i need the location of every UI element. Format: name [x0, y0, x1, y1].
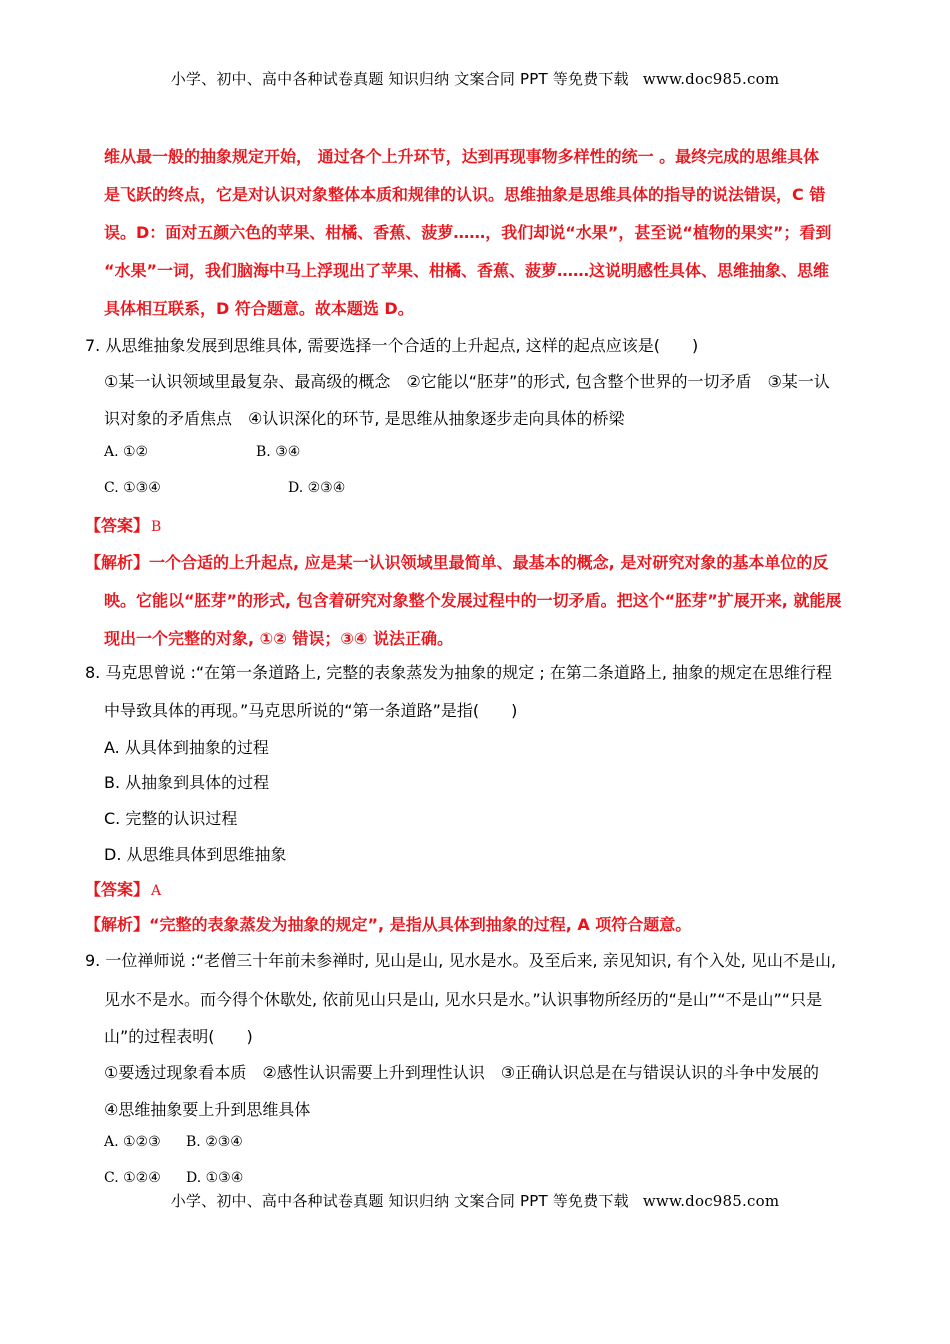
- q9-option-a: A. ①②③: [104, 1134, 161, 1150]
- analysis-line: 误。D：面对五颜六色的苹果、柑橘、香蕉、菠萝……，我们却说“水果”，甚至说“植物的果实”；看到: [104, 223, 832, 242]
- q8-answer: [85, 877, 161, 900]
- q8-stem: 8. 马克思曾说 :“在第一条道路上, 完整的表象蒸发为抽象的规定 ; 在第二条道路上, 抽象的规定在思维行程: [85, 663, 833, 682]
- q7-items: ①某一认识领域里最复杂、最高级的概念 ②它能以“胚芽”的形式, 包含整个世界的一切矛盾 ③某一认: [104, 372, 830, 391]
- q9-option-c: C. ①②④: [104, 1170, 161, 1186]
- analysis-tag: 【解析】: [85, 915, 150, 934]
- analysis-line: 是飞跃的终点，它是对认识对象整体本质和规律的认识。思维抽象是思维具体的指导的说法错误，C 错: [104, 185, 826, 204]
- answer-value: B: [151, 519, 162, 535]
- header-url[interactable]: www.doc985.com: [642, 70, 780, 88]
- q7-option-c: C. ①③④: [104, 480, 161, 496]
- q8-option-d: D. 从思维具体到思维抽象: [104, 845, 287, 864]
- q9-items: ①要透过现象看本质 ②感性认识需要上升到理性认识 ③正确认识总是在与错误认识的斗争中发展的: [104, 1063, 820, 1082]
- page-footer: [0, 1190, 950, 1211]
- footer-url[interactable]: www.doc985.com: [642, 1192, 780, 1210]
- analysis-line: 现出一个完整的对象, ①② 错误；③④ 说法正确。: [104, 629, 453, 648]
- q9-stem: 山”的过程表明( ): [104, 1027, 253, 1046]
- q8-option-a: A. 从具体到抽象的过程: [104, 738, 269, 757]
- analysis-tag: 【解析】: [85, 553, 150, 572]
- q9-stem: 见水不是水。而今得个休歇处, 依前见山只是山, 见水只是水。”认识事物所经历的“是山”“不是山”“只是: [104, 990, 823, 1009]
- q9-items: ④思维抽象要上升到思维具体: [104, 1100, 311, 1119]
- q8-analysis: [85, 912, 691, 935]
- q7-option-d: D. ②③④: [288, 480, 346, 496]
- q9-stem: 9. 一位禅师说 :“老僧三十年前未参禅时, 见山是山, 见水是水。及至后来, 亲见知识, 有个入处, 见山不是山,: [85, 951, 837, 970]
- analysis-line: 具体相互联系，D 符合题意。故本题选 D。: [104, 299, 414, 318]
- q7-option-a: A. ①②: [104, 444, 149, 460]
- analysis-text: “完整的表象蒸发为抽象的规定”, 是指从具体到抽象的过程, A 项符合题意。: [149, 915, 692, 934]
- analysis-text: 一个合适的上升起点, 应是某一认识领域里最简单、最基本的概念, 是对研究对象的基本单位的反: [149, 553, 829, 572]
- q9-option-b: B. ②③④: [186, 1134, 243, 1150]
- q7-answer: [85, 513, 161, 536]
- footer-text: 小学、初中、高中各种试卷真题 知识归纳 文案合同 PPT 等免费下载: [170, 1192, 629, 1210]
- q8-option-b: B. 从抽象到具体的过程: [104, 773, 270, 792]
- header-text: 小学、初中、高中各种试卷真题 知识归纳 文案合同 PPT 等免费下载: [170, 70, 629, 88]
- page-header: [0, 68, 950, 89]
- q7-analysis: [85, 550, 828, 573]
- q9-option-d: D. ①③④: [186, 1170, 244, 1186]
- analysis-line: 映。它能以“胚芽”的形式, 包含着研究对象整个发展过程中的一切矛盾。把这个“胚芽”扩展开来, 就能展: [104, 591, 842, 610]
- q7-items: 识对象的矛盾焦点 ④认识深化的环节, 是思维从抽象逐步走向具体的桥梁: [104, 409, 625, 428]
- q7-option-b: B. ③④: [256, 444, 301, 460]
- q7-stem: 7. 从思维抽象发展到思维具体, 需要选择一个合适的上升起点, 这样的起点应该是( ): [85, 336, 699, 355]
- q8-option-c: C. 完整的认识过程: [104, 809, 238, 828]
- answer-tag: 【答案】: [85, 880, 150, 899]
- analysis-line: “水果”一词，我们脑海中马上浮现出了苹果、柑橘、香蕉、菠萝……这说明感性具体、思维抽象、思维: [104, 261, 830, 280]
- q8-stem: 中导致具体的再现。”马克思所说的“第一条道路”是指( ): [104, 701, 518, 720]
- answer-tag: 【答案】: [85, 516, 150, 535]
- answer-value: A: [151, 883, 162, 899]
- analysis-line: 维从最一般的抽象规定开始， 通过各个上升环节，达到再现事物多样性的统一 。最终完成的思维具体: [104, 147, 820, 166]
